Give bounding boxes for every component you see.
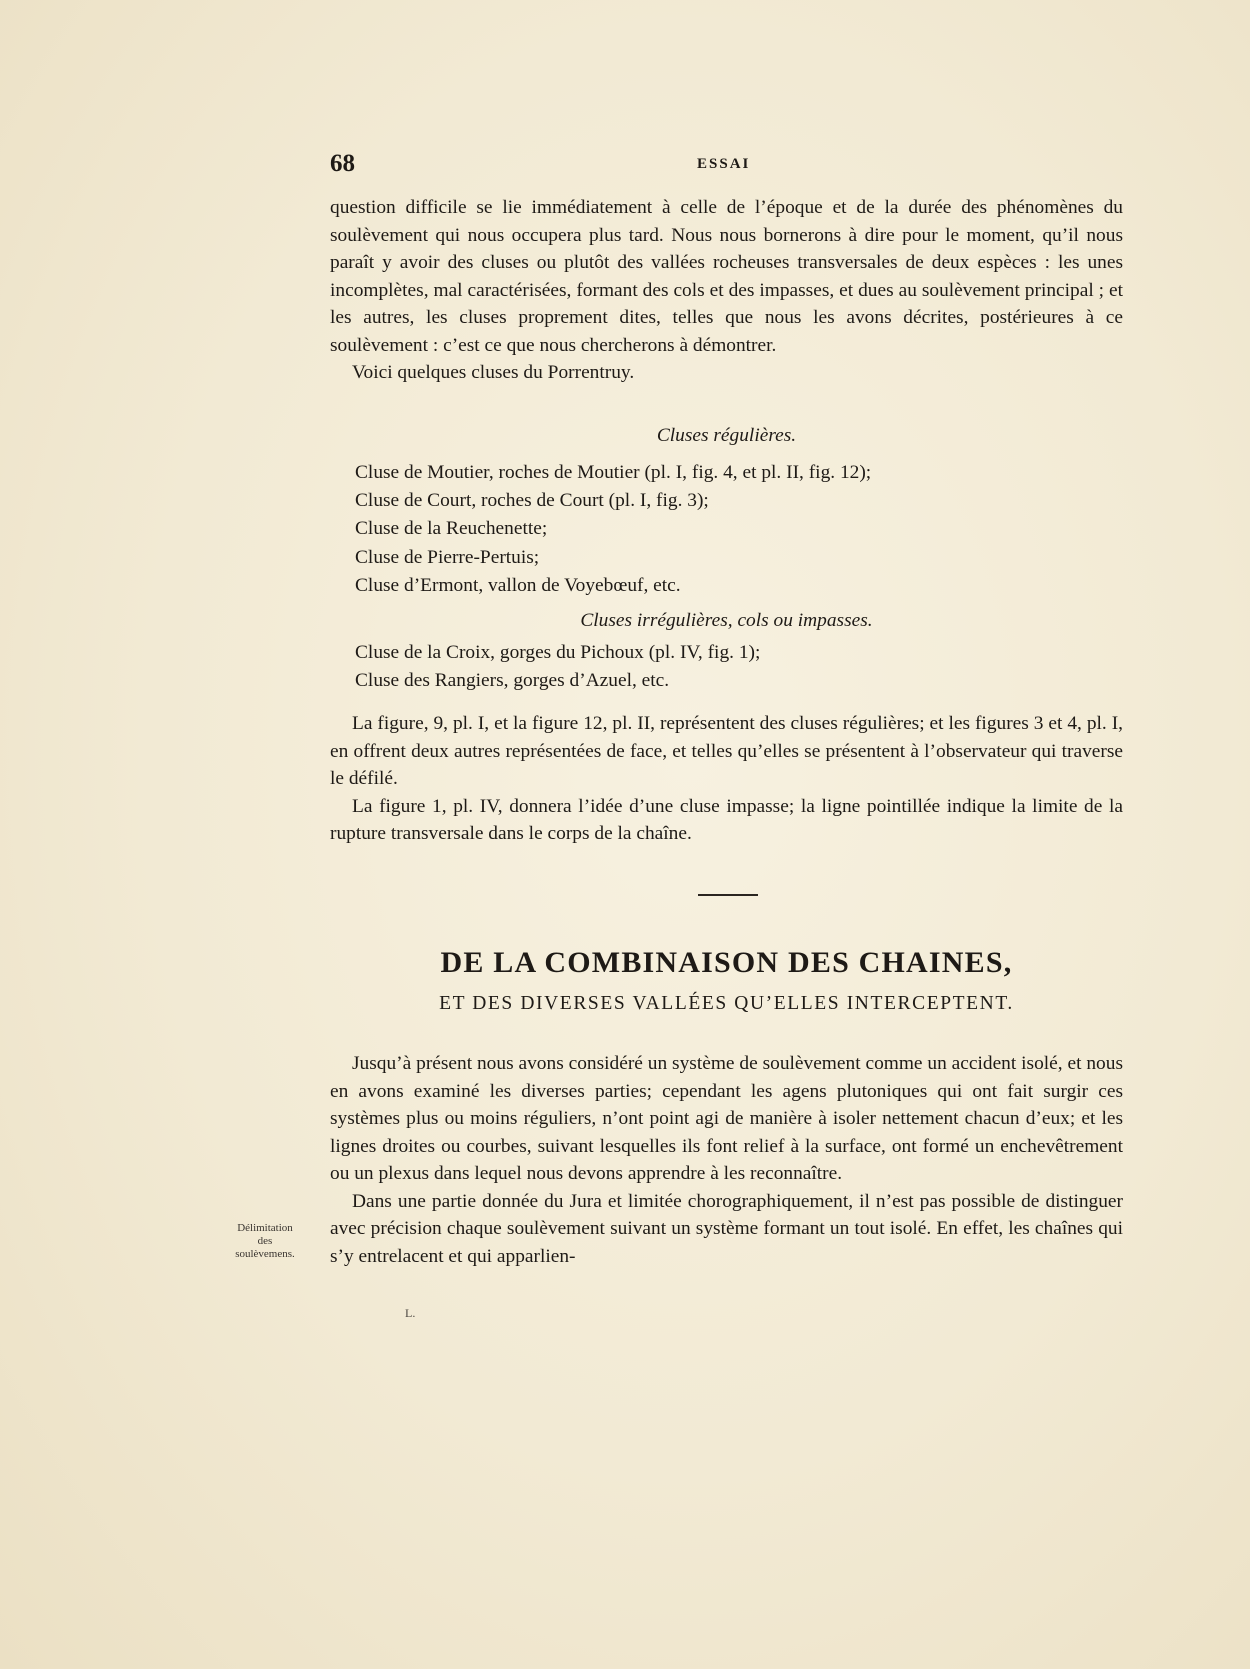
list-item: Cluse de la Croix, gorges du Pichoux (pl. IV, fig. 1); xyxy=(355,642,761,663)
irregular-cluses-heading: Cluses irrégulières, cols ou impasses. xyxy=(580,610,873,631)
section-subtitle: ET DES DIVERSES VALLÉES QU’ELLES INTERCEPTENT. xyxy=(439,993,1014,1014)
list-item: Cluse des Rangiers, gorges d’Azuel, etc. xyxy=(355,670,670,692)
margin-note-line: soulèvemens. xyxy=(235,1248,295,1260)
margin-note xyxy=(200,1222,330,1261)
list-item: Cluse de Court, roches de Court (pl. I, fig. 3); xyxy=(355,490,709,512)
list-item: Cluse d’Ermont, vallon de Voyebœuf, etc. xyxy=(355,574,681,596)
paragraph: La figure 1, pl. IV, donnera l’idée d’une cluse impasse; la ligne pointillée indique la limite de la rupture transversale dans le corps de la chaîne. xyxy=(330,795,1123,844)
page-number: 68 xyxy=(330,150,355,177)
signature-mark: L. xyxy=(405,1306,416,1320)
paragraph: Jusqu’à présent nous avons considéré un système de soulèvement comme un accident isolé, et nous en avons examiné les diverses parties; cependant les agens plutoniques qui ont fait surgir ces systèmes plus ou moins réguliers, n’ont point agi de manière à isoler nettement chacun d’eux; et les lignes droites ou courbes, suivant lesquelles ils font relief à la surface, ont formé un enchevêtrement ou un plexus dans lequel nous devons apprendre à les reconnaître. xyxy=(330,1053,1123,1184)
page-header xyxy=(330,150,1120,180)
paragraph: La figure, 9, pl. I, et la figure 12, pl. II, représentent des cluses régulières; et les figures 3 et 4, pl. I, en offrent deux autres représentées de face, et telles qu’elles se présentent à l’observateur qui traverse le défilé. xyxy=(330,713,1123,789)
section-body-text xyxy=(330,1050,1123,1270)
running-head: ESSAI xyxy=(697,156,751,172)
section-title: DE LA COMBINAISON DES CHAINES, xyxy=(440,946,1013,979)
paragraph: question difficile se lie immédiatement à celle de l’époque et de la durée des phénomènes du soulèvement qui nous occupera plus tard. Nous nous bornerons à dire pour le moment, qu’il nous paraît y avoir des cluses ou plutôt des vallées rocheuses transversales de deux espèces : les unes incomplètes, mal caractérisées, formant des cols et des impasses, et dues au soulèvement principal ; et les autres, les cluses proprement dites, telles que nous les avons décrites, postérieures à ce soulèvement : c’est ce que nous chercherons à démontrer. xyxy=(330,197,1123,356)
irregular-cluses-list xyxy=(355,639,1115,695)
list-item: Cluse de la Reuchenette; xyxy=(355,518,548,540)
margin-note-line: Délimitation xyxy=(237,1222,293,1234)
figure-notes-text xyxy=(330,710,1123,848)
section-divider xyxy=(698,894,758,896)
paragraph: Voici quelques cluses du Porrentruy. xyxy=(352,362,635,383)
opening-text xyxy=(330,194,1123,387)
margin-note-line: des xyxy=(257,1235,273,1247)
list-item: Cluse de Pierre-Pertuis; xyxy=(355,546,540,568)
paragraph: Dans une partie donnée du Jura et limitée chorographiquement, il n’est pas possible de distinguer avec précision chaque soulèvement suivant un système formant un tout isolé. En effet, les chaînes qui s’y entrelacent et qui apparlien- xyxy=(330,1190,1123,1267)
list-item: Cluse de Moutier, roches de Moutier (pl. I, fig. 4, et pl. II, fig. 12); xyxy=(355,462,872,483)
regular-cluses-list xyxy=(355,459,1115,600)
regular-cluses-heading: Cluses régulières. xyxy=(656,425,797,446)
